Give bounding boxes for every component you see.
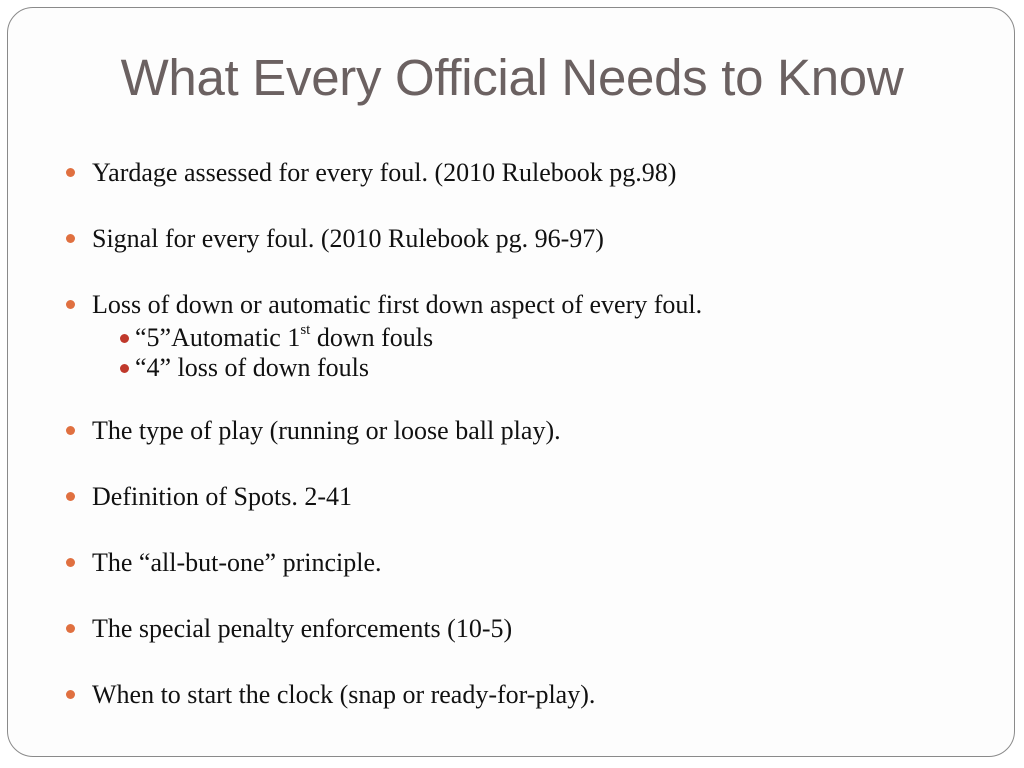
bullet-dot-icon (120, 334, 129, 343)
sub-list (62, 323, 992, 383)
list-item (62, 155, 992, 191)
list-item-text: Signal for every foul. (2010 Rulebook pg. 96-97) (92, 224, 604, 253)
list-item-text: The “all-but-one” principle. (92, 548, 382, 577)
bullet-dot-icon (66, 624, 75, 633)
list-item (62, 479, 992, 515)
sub-list-item (120, 323, 992, 353)
list-item-text: When to start the clock (snap or ready-for-play). (92, 680, 596, 709)
list-item-text: The type of play (running or loose ball play). (92, 416, 561, 445)
list-item (62, 545, 992, 581)
list-item-text: Yardage assessed for every foul. (2010 Rulebook pg.98) (92, 158, 677, 187)
bullet-dot-icon (66, 426, 75, 435)
bullet-dot-icon (66, 558, 75, 567)
bullet-list (62, 155, 992, 743)
sub-list-item (120, 353, 992, 383)
sub-list-item-text: “4” loss of down fouls (135, 353, 369, 382)
list-item-text: Loss of down or automatic first down aspect of every foul. (92, 290, 703, 319)
list-item (62, 287, 992, 323)
bullet-dot-icon (66, 234, 75, 243)
list-item (62, 221, 992, 257)
bullet-dot-icon (120, 364, 129, 373)
sub-list-item-text-suffix: down fouls (310, 323, 434, 352)
list-item-text: Definition of Spots. 2-41 (92, 482, 352, 511)
bullet-dot-icon (66, 690, 75, 699)
bullet-dot-icon (66, 492, 75, 501)
superscript: st (300, 322, 311, 339)
bullet-dot-icon (66, 300, 75, 309)
list-item-text: The special penalty enforcements (10-5) (92, 614, 513, 643)
bullet-dot-icon (66, 168, 75, 177)
list-item (62, 611, 992, 647)
list-item (62, 677, 992, 713)
list-item (62, 413, 992, 449)
slide-title: What Every Official Needs to Know (120, 49, 904, 106)
sub-list-item-text: “5”Automatic 1 (135, 323, 301, 352)
